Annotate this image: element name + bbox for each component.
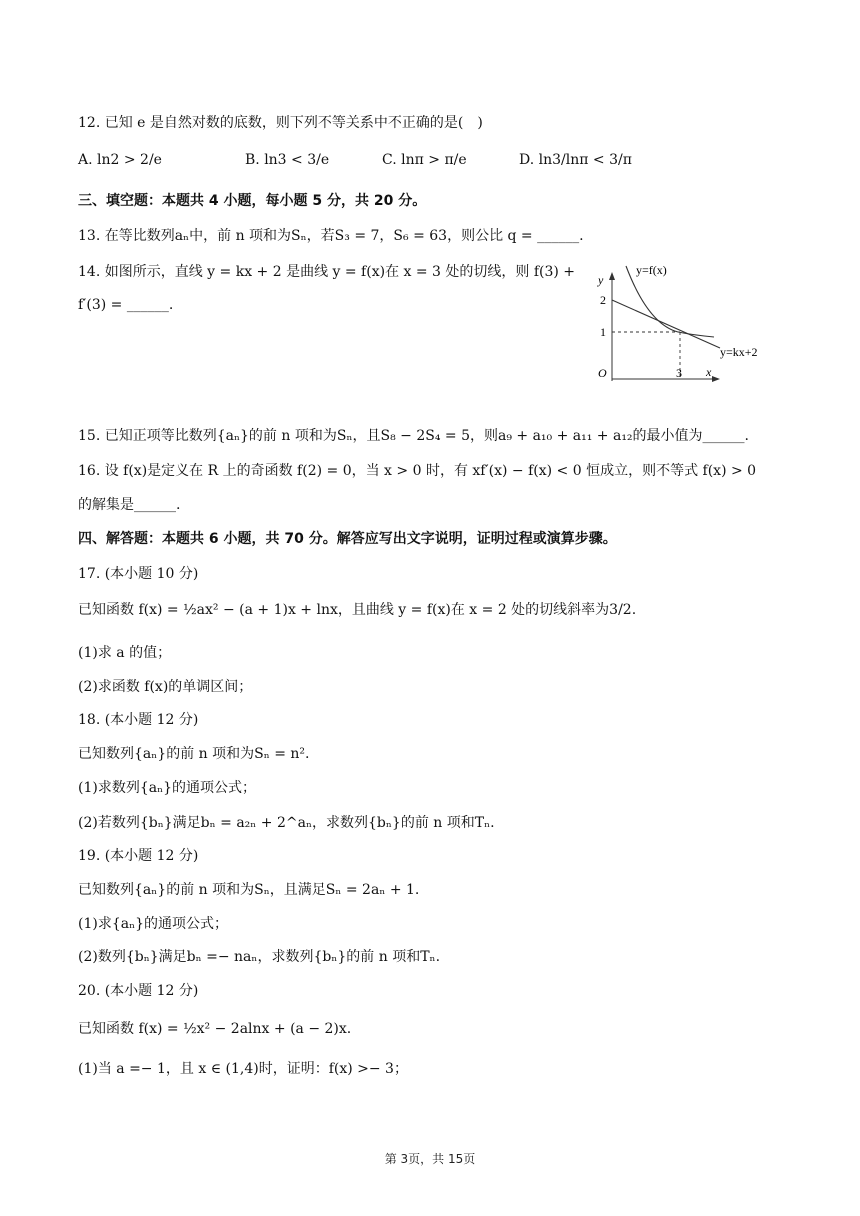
q17-part2: (2)求函数 f(x)的单调区间； (78, 679, 253, 695)
q20-stem: 已知函数 f(x) = ½x² − 2alnx + (a − 2)x. (78, 1021, 352, 1037)
q17-title: 17. (本小题 10 分) (78, 566, 199, 582)
curve-label: y=f(x) (636, 263, 667, 277)
tick-2: 2 (600, 293, 606, 307)
q12-option-a: A. ln2 > 2/e (78, 152, 162, 168)
q18-title: 18. (本小题 12 分) (78, 712, 199, 728)
origin-label: O (598, 366, 607, 380)
q19-stem: 已知数列{aₙ}的前 n 项和为Sₙ，且满足Sₙ = 2aₙ + 1. (78, 882, 420, 898)
q18-part2: (2)若数列{bₙ}满足bₙ = a₂ₙ + 2^aₙ，求数列{bₙ}的前 n 项和Tₙ. (78, 815, 495, 831)
tangent-figure (588, 256, 788, 386)
q20-part1: (1)当 a =− 1，且 x ∈ (1,4)时，证明：f(x) >− 3； (78, 1061, 408, 1077)
q13: 13. 在等比数列aₙ中，前 n 项和为Sₙ，若S₃ = 7，S₆ = 63，则公比 q = ______. (78, 228, 584, 244)
y-axis-label: y (598, 273, 604, 287)
x-axis-arrow (712, 376, 720, 382)
q18-stem: 已知数列{aₙ}的前 n 项和为Sₙ = n². (78, 746, 310, 762)
q12-option-b: B. ln3 < 3/e (245, 152, 330, 168)
q19-part1: (1)求{aₙ}的通项公式； (78, 916, 229, 932)
line-label: y=kx+2 (720, 345, 758, 359)
q12-stem: 12. 已知 e 是自然对数的底数，则下列不等关系中不正确的是( ) (78, 115, 483, 131)
q14-line1: 14. 如图所示，直线 y = kx + 2 是曲线 y = f(x)在 x = 3 处的切线，则 f(3) + (78, 264, 576, 280)
y-axis-arrow (609, 272, 615, 280)
q17-stem: 已知函数 f(x) = ½ax² − (a + 1)x + lnx，且曲线 y = f(x)在 x = 2 处的切线斜率为3/2. (78, 602, 637, 618)
tangent-line (612, 300, 720, 348)
q12-option-d: D. ln3/lnπ < 3/π (519, 152, 632, 168)
tick-3: 3 (676, 366, 682, 380)
tick-1: 1 (600, 325, 606, 339)
q15: 15. 已知正项等比数列{aₙ}的前 n 项和为Sₙ，且S₈ − 2S₄ = 5，则a₉ + a₁₀ + a₁₁ + a₁₂的最小值为______. (78, 428, 749, 444)
page-footer: 第 3页，共 15页 (384, 1152, 476, 1166)
q17-part1: (1)求 a 的值； (78, 645, 172, 661)
q16-line1: 16. 设 f(x)是定义在 R 上的奇函数 f(2) = 0，当 x > 0 时，有 xf′(x) − f(x) < 0 恒成立，则不等式 f(x) > 0 (78, 463, 757, 479)
q20-title: 20. (本小题 12 分) (78, 983, 199, 999)
q18-part1: (1)求数列{aₙ}的通项公式； (78, 780, 257, 796)
x-axis-label: x (706, 365, 712, 379)
q19-part2: (2)数列{bₙ}满足bₙ =− naₙ，求数列{bₙ}的前 n 项和Tₙ. (78, 949, 441, 965)
q12-option-c: C. lnπ > π/e (382, 152, 467, 168)
q16-line2: 的解集是______. (78, 497, 181, 513)
section-4-heading: 四、解答题：本题共 6 小题，共 70 分。解答应写出文字说明，证明过程或演算步骤。 (78, 531, 617, 547)
q19-title: 19. (本小题 12 分) (78, 848, 199, 864)
q14-line2: f′(3) = ______. (78, 297, 174, 313)
section-3-heading: 三、填空题：本题共 4 小题，每小题 5 分，共 20 分。 (78, 193, 427, 209)
